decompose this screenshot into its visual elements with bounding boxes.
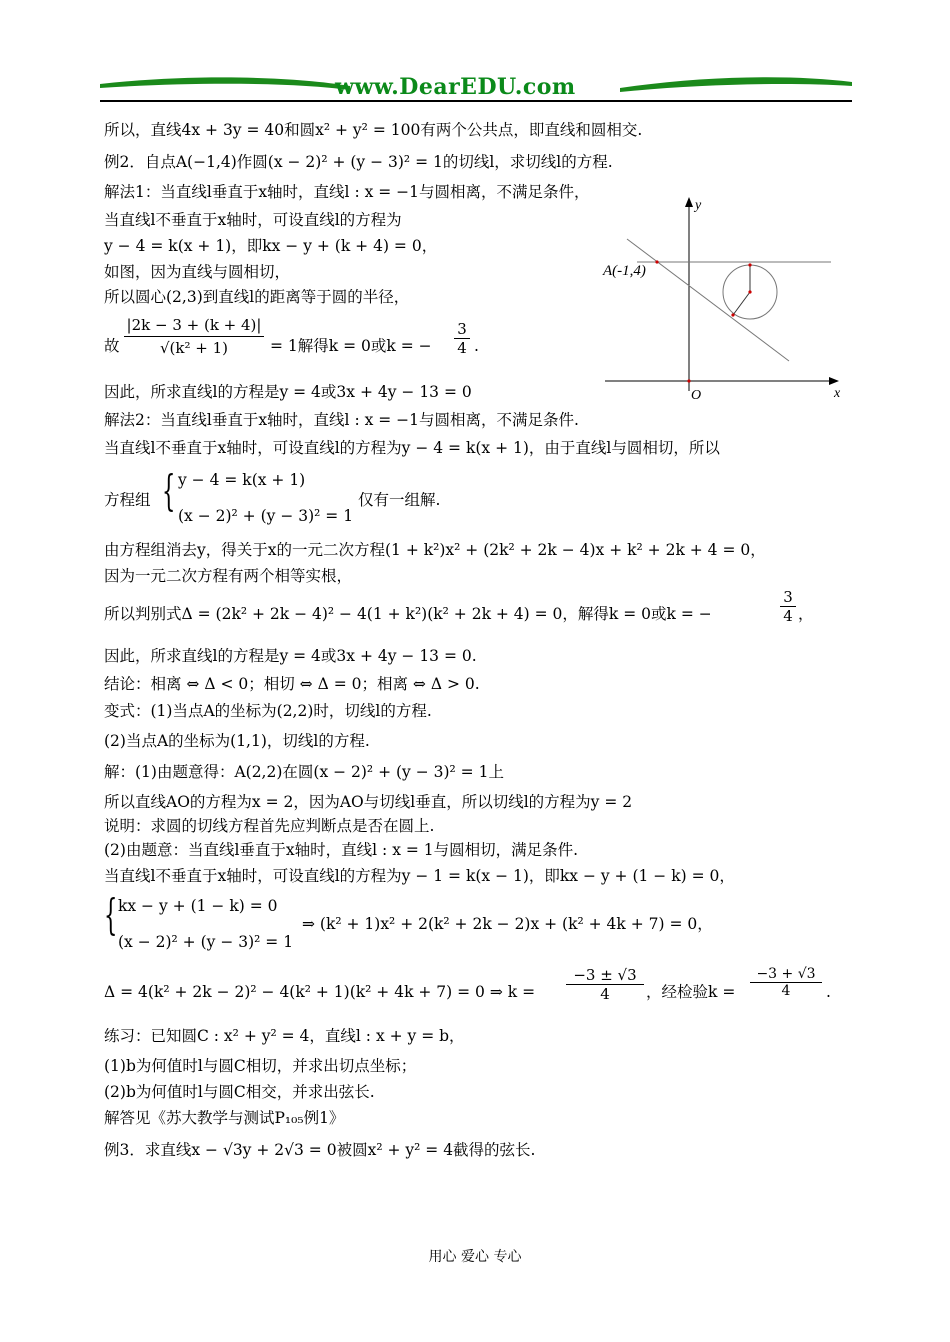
brace-icon: { <box>162 466 176 515</box>
system-tail: 仅有一组解. <box>358 491 441 509</box>
distance-fraction <box>124 316 264 357</box>
y-axis-label: y <box>695 198 702 213</box>
point-a-label: A(-1,4) <box>603 263 646 279</box>
text-line: 解答见《苏大教学与测试P₁₀₅例1》 <box>104 1109 345 1127</box>
x-axis-label: x <box>834 386 841 401</box>
text-line: 解：(1)由题意得：A(2,2)在圆(x − 2)² + (y − 3)² = 1上 <box>104 763 504 781</box>
text-line: 解法2：当直线l垂直于x轴时，直线l : x = −1与圆相离，不满足条件. <box>104 411 579 429</box>
period: . <box>826 983 831 1001</box>
text-line: 解法1：当直线l垂直于x轴时，直线l : x = −1与圆相离，不满足条件， <box>104 183 590 201</box>
fraction-three-quarters <box>454 320 470 357</box>
fraction-denominator: 4 <box>781 983 791 999</box>
text-line: 变式：(1)当点A的坐标为(2,2)时，切线l的方程. <box>104 702 432 720</box>
fraction-denominator: 4 <box>600 985 610 1003</box>
origin-label: O <box>691 388 702 403</box>
fraction-numerator: |2k − 3 + (k + 4)| <box>124 316 264 337</box>
check-text: ，经检验k = <box>646 983 736 1001</box>
text-line: 所以圆心(2,3)到直线l的距离等于圆的半径， <box>104 288 410 306</box>
text-line: 如图，因为直线与圆相切， <box>104 263 291 281</box>
fraction-three-quarters <box>780 588 796 625</box>
text-line: 当直线l不垂直于x轴时，可设直线l的方程为y − 4 = k(x + 1)，由于直线l与圆相切，所以 <box>104 439 720 457</box>
k-solution-fraction <box>566 966 644 1003</box>
text-line: 例3．求直线x − √3y + 2√3 = 0被圆x² + y² = 4截得的弦长. <box>104 1141 536 1159</box>
system-tail: ⇒ (k² + 1)x² + 2(k² + 2k − 2)x + (k² + 4k + 7) = 0， <box>302 915 713 933</box>
fraction-denominator: 4 <box>783 607 793 625</box>
delta-equation: Δ = 4(k² + 2k − 2)² − 4(k² + 1)(k² + 4k + 7) = 0 ⇒ k = <box>104 983 536 1001</box>
comma: ， <box>798 605 814 623</box>
text-line: (1)b为何值时l与圆C相切，并求出切点坐标； <box>104 1057 417 1075</box>
text-line: 因此，所求直线l的方程是y = 4或3x + 4y − 13 = 0. <box>104 647 477 665</box>
text-line: 因此，所求直线l的方程是y = 4或3x + 4y − 13 = 0 <box>104 383 472 401</box>
fraction-denominator: 4 <box>457 339 467 357</box>
text-line: 结论：相离 ⇔ Δ < 0；相切 ⇔ Δ = 0；相离 ⇔ Δ > 0. <box>104 675 480 693</box>
text-line: 例2．自点A(−1,4)作圆(x − 2)² + (y − 3)² = 1的切线l，求切线l的方程. <box>104 153 613 171</box>
fraction-numerator: 3 <box>780 588 796 607</box>
text-line: 当直线l不垂直于x轴时，可设直线l的方程为y − 1 = k(x − 1)，即kx − y + (1 − k) = 0， <box>104 867 735 885</box>
text-line: (2)当点A的坐标为(1,1)，切线l的方程. <box>104 732 370 750</box>
text-line: 因为一元二次方程有两个相等实根， <box>104 567 353 585</box>
text-line: 练习：已知圆C : x² + y² = 4，直线l : x + y = b， <box>104 1027 465 1045</box>
text-line: (2)由题意：当直线l垂直于x轴时，直线l : x = 1与圆相切，满足条件. <box>104 841 579 859</box>
page-footer: 用心 爱心 专心 <box>428 1249 522 1265</box>
site-logo-text: www.DearEDU.com <box>335 74 576 100</box>
system-row: y − 4 = k(x + 1) <box>178 471 306 489</box>
system-row: (x − 2)² + (y − 3)² = 1 <box>178 507 354 525</box>
text-line: y − 4 = k(x + 1)，即kx − y + (k + 4) = 0， <box>104 237 438 255</box>
text-line: 当直线l不垂直于x轴时，可设直线l的方程为 <box>104 211 402 229</box>
text-line: 所以判别式Δ = (2k² + 2k − 4)² − 4(1 + k²)(k² + 2k + 4) = 0，解得k = 0或k = − <box>104 605 712 623</box>
brace-icon: { <box>104 890 118 939</box>
text-line: 所以直线AO的方程为x = 2，因为AO与切线l垂直，所以切线l的方程为y = 2 <box>104 793 633 811</box>
text-line: (2)b为何值时l与圆C相交，并求出弦长. <box>104 1083 375 1101</box>
tangent-diagram <box>597 195 855 405</box>
k-check-fraction <box>750 966 822 999</box>
text-line: 说明：求圆的切线方程首先应判断点是否在圆上. <box>104 817 435 835</box>
system-row: (x − 2)² + (y − 3)² = 1 <box>118 933 294 951</box>
system-label: 方程组 <box>104 491 151 509</box>
fraction-numerator: −3 + √3 <box>750 966 822 983</box>
fraction-numerator: 3 <box>454 320 470 339</box>
fraction-numerator: −3 ± √3 <box>566 966 644 985</box>
text-line: 由方程组消去y，得关于x的一元二次方程(1 + k²)x² + (2k² + 2k − 4)x + k² + 2k + 4 = 0， <box>104 541 766 559</box>
formula-prefix: 故 <box>104 337 120 355</box>
period: . <box>474 337 479 355</box>
formula-rest: = 1解得k = 0或k = − <box>270 337 432 355</box>
text-line: 所以，直线4x + 3y = 40和圆x² + y² = 100有两个公共点，即直线和圆相交. <box>104 121 643 139</box>
fraction-denominator: √(k² + 1) <box>159 339 228 357</box>
header-rule <box>100 100 852 102</box>
system-row: kx − y + (1 − k) = 0 <box>118 897 278 915</box>
